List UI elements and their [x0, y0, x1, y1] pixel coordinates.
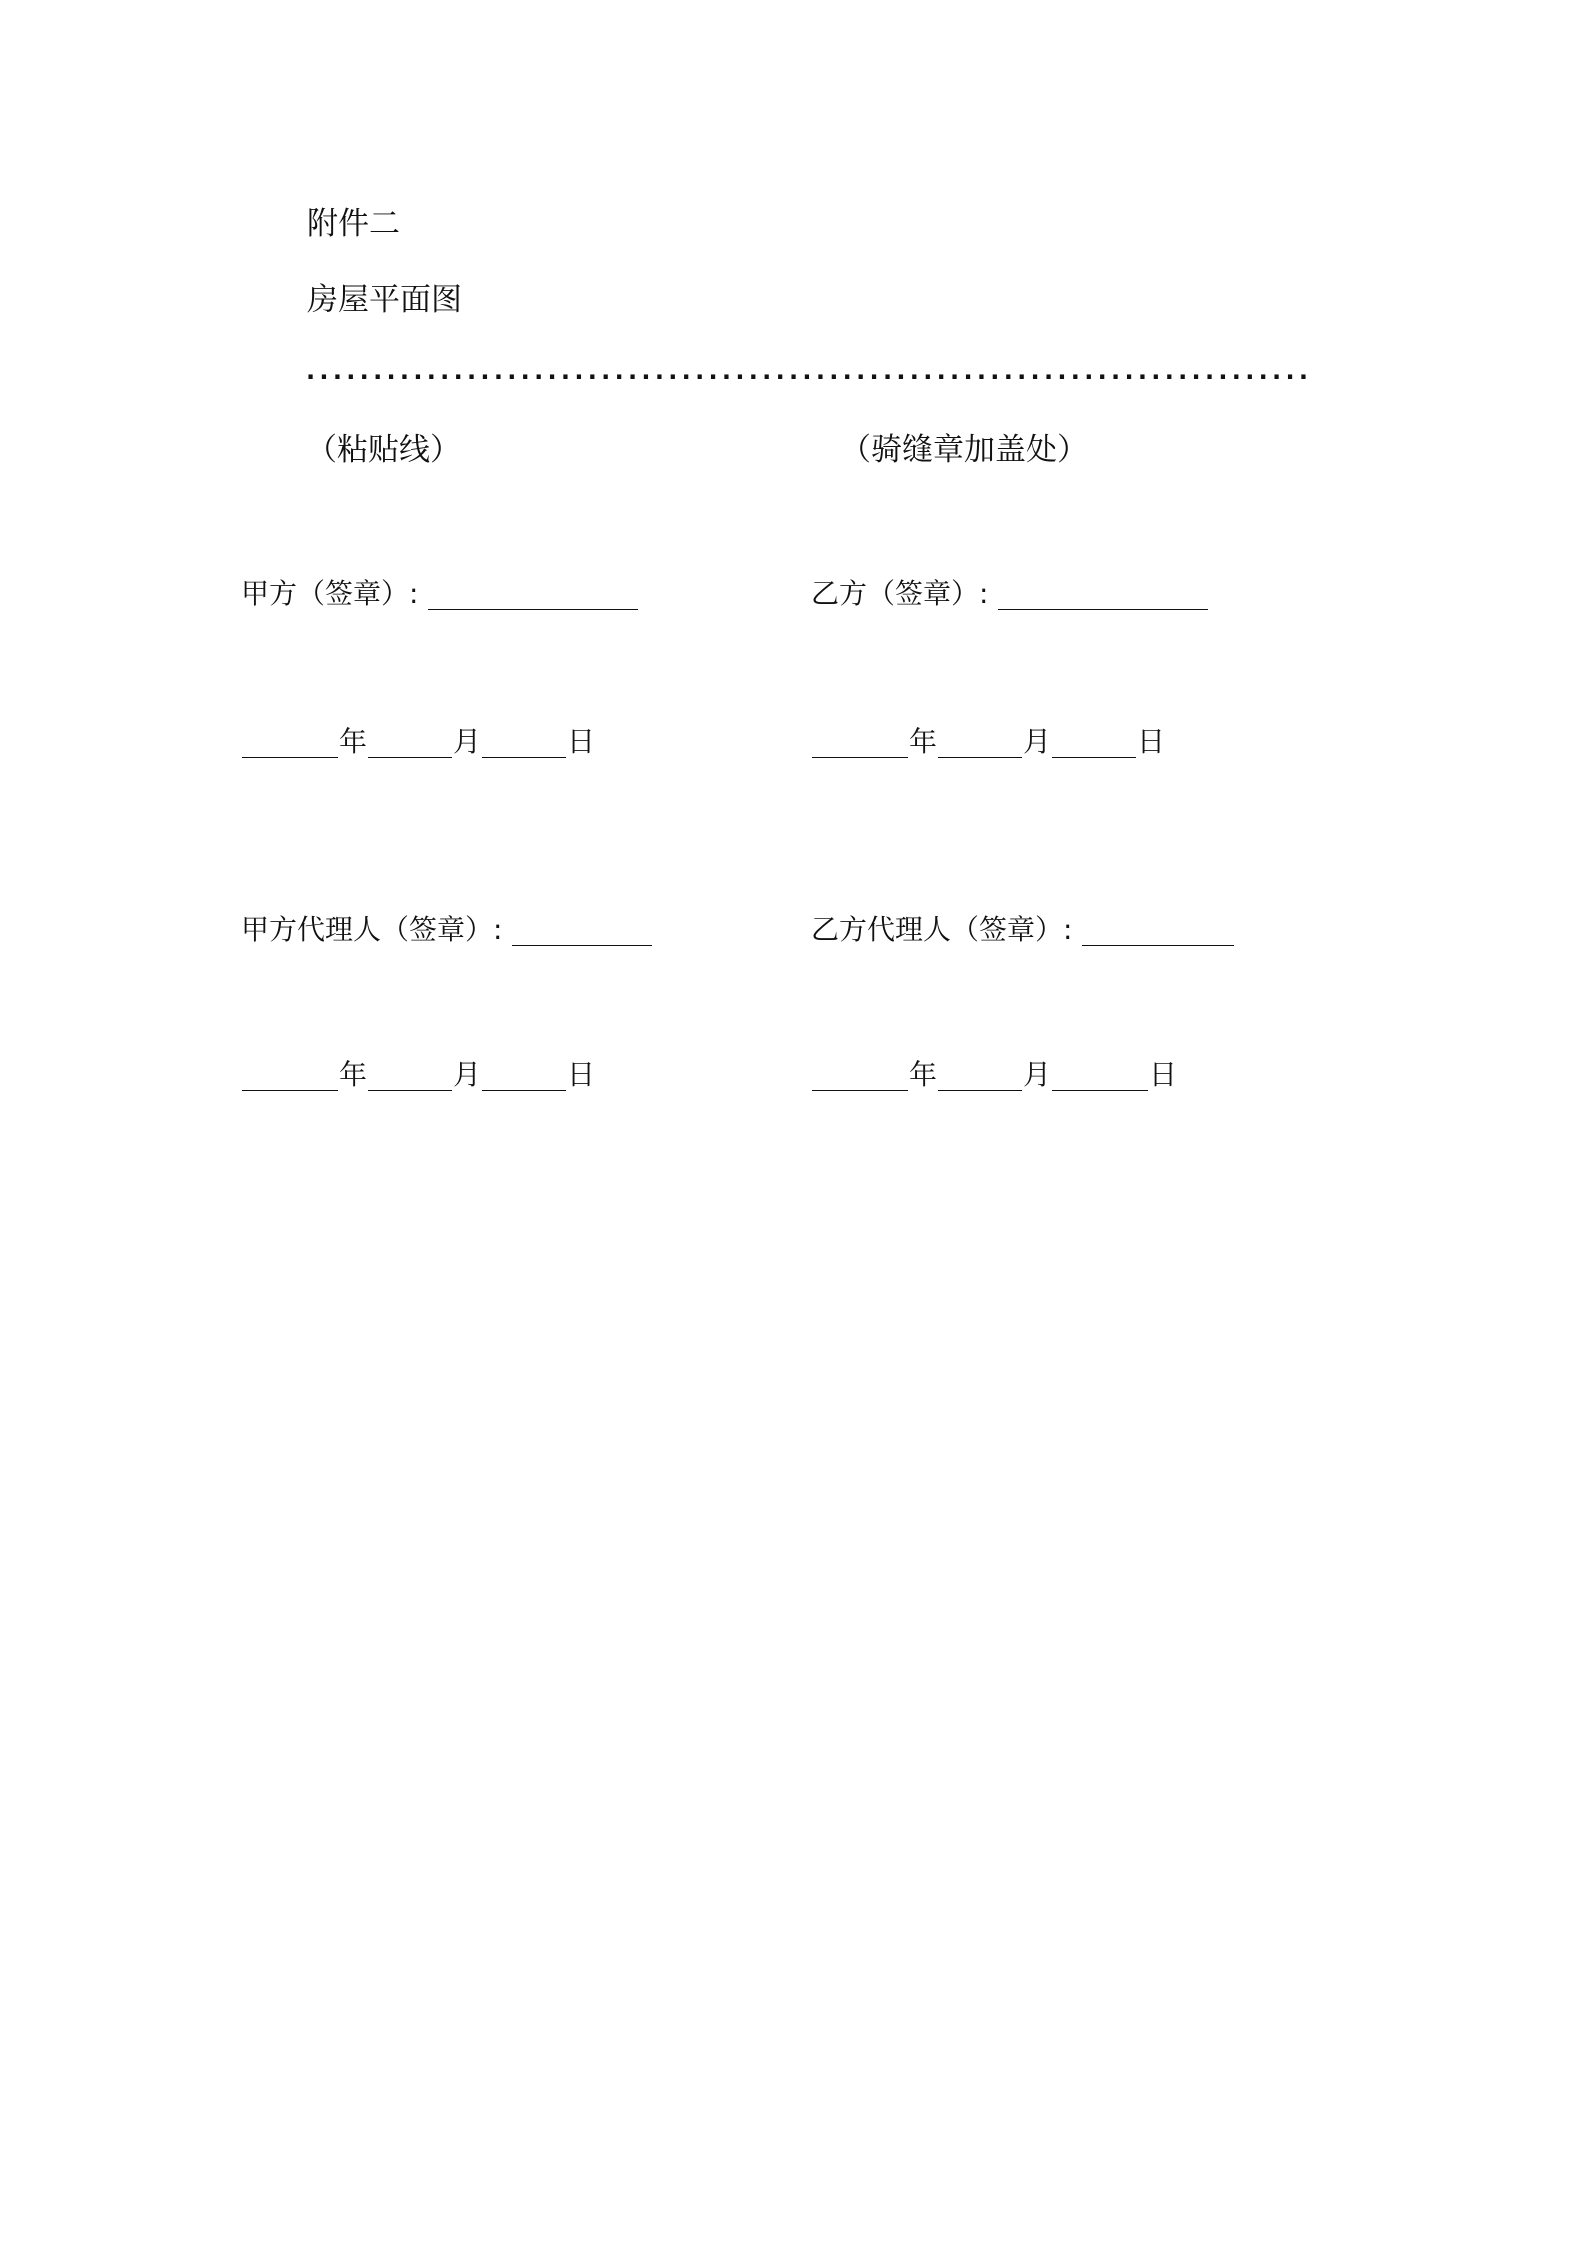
party-b-agent-signature-label: 乙方代理人（签章）: — [811, 913, 1073, 946]
month-blank — [368, 727, 452, 758]
attachment-title: 附件二 — [307, 206, 400, 242]
month-blank — [938, 1060, 1022, 1091]
party-a-signature-row — [241, 576, 639, 612]
day-blank — [1052, 1060, 1148, 1091]
year-unit: 年 — [909, 725, 938, 758]
party-b-signature-row — [811, 576, 1209, 612]
month-unit: 月 — [1023, 1058, 1052, 1091]
year-blank — [812, 727, 908, 758]
year-blank — [242, 727, 338, 758]
party-a-agent-signature-row — [241, 912, 653, 948]
day-unit: 日 — [1149, 1058, 1178, 1091]
day-blank — [482, 1060, 566, 1091]
day-unit: 日 — [1137, 725, 1166, 758]
attachment-subtitle: 房屋平面图 — [307, 282, 462, 318]
year-blank — [242, 1060, 338, 1091]
dotted-paste-line: ........................................................................... — [306, 357, 1313, 385]
day-blank — [482, 727, 566, 758]
seal-location-label: （骑缝章加盖处） — [840, 432, 1088, 468]
party-b-date-row — [811, 724, 1165, 760]
day-blank — [1052, 727, 1136, 758]
year-unit: 年 — [339, 725, 368, 758]
party-b-signature-blank — [998, 579, 1208, 610]
month-unit: 月 — [453, 1058, 482, 1091]
year-unit: 年 — [909, 1058, 938, 1091]
party-b-signature-label: 乙方（签章）: — [811, 577, 989, 610]
paste-line-label: （粘贴线） — [306, 432, 461, 468]
month-unit: 月 — [1023, 725, 1052, 758]
day-unit: 日 — [567, 725, 596, 758]
year-unit: 年 — [339, 1058, 368, 1091]
party-a-date-row — [241, 724, 595, 760]
year-blank — [812, 1060, 908, 1091]
party-a-signature-blank — [428, 579, 638, 610]
month-blank — [938, 727, 1022, 758]
day-unit: 日 — [567, 1058, 596, 1091]
party-b-agent-date-row — [811, 1057, 1177, 1093]
month-blank — [368, 1060, 452, 1091]
party-a-signature-label: 甲方（签章）: — [241, 577, 419, 610]
party-b-agent-signature-row — [811, 912, 1235, 948]
party-b-agent-signature-blank — [1082, 915, 1234, 946]
party-a-agent-signature-label: 甲方代理人（签章）: — [241, 913, 503, 946]
party-a-agent-signature-blank — [512, 915, 652, 946]
month-unit: 月 — [453, 725, 482, 758]
party-a-agent-date-row — [241, 1057, 595, 1093]
